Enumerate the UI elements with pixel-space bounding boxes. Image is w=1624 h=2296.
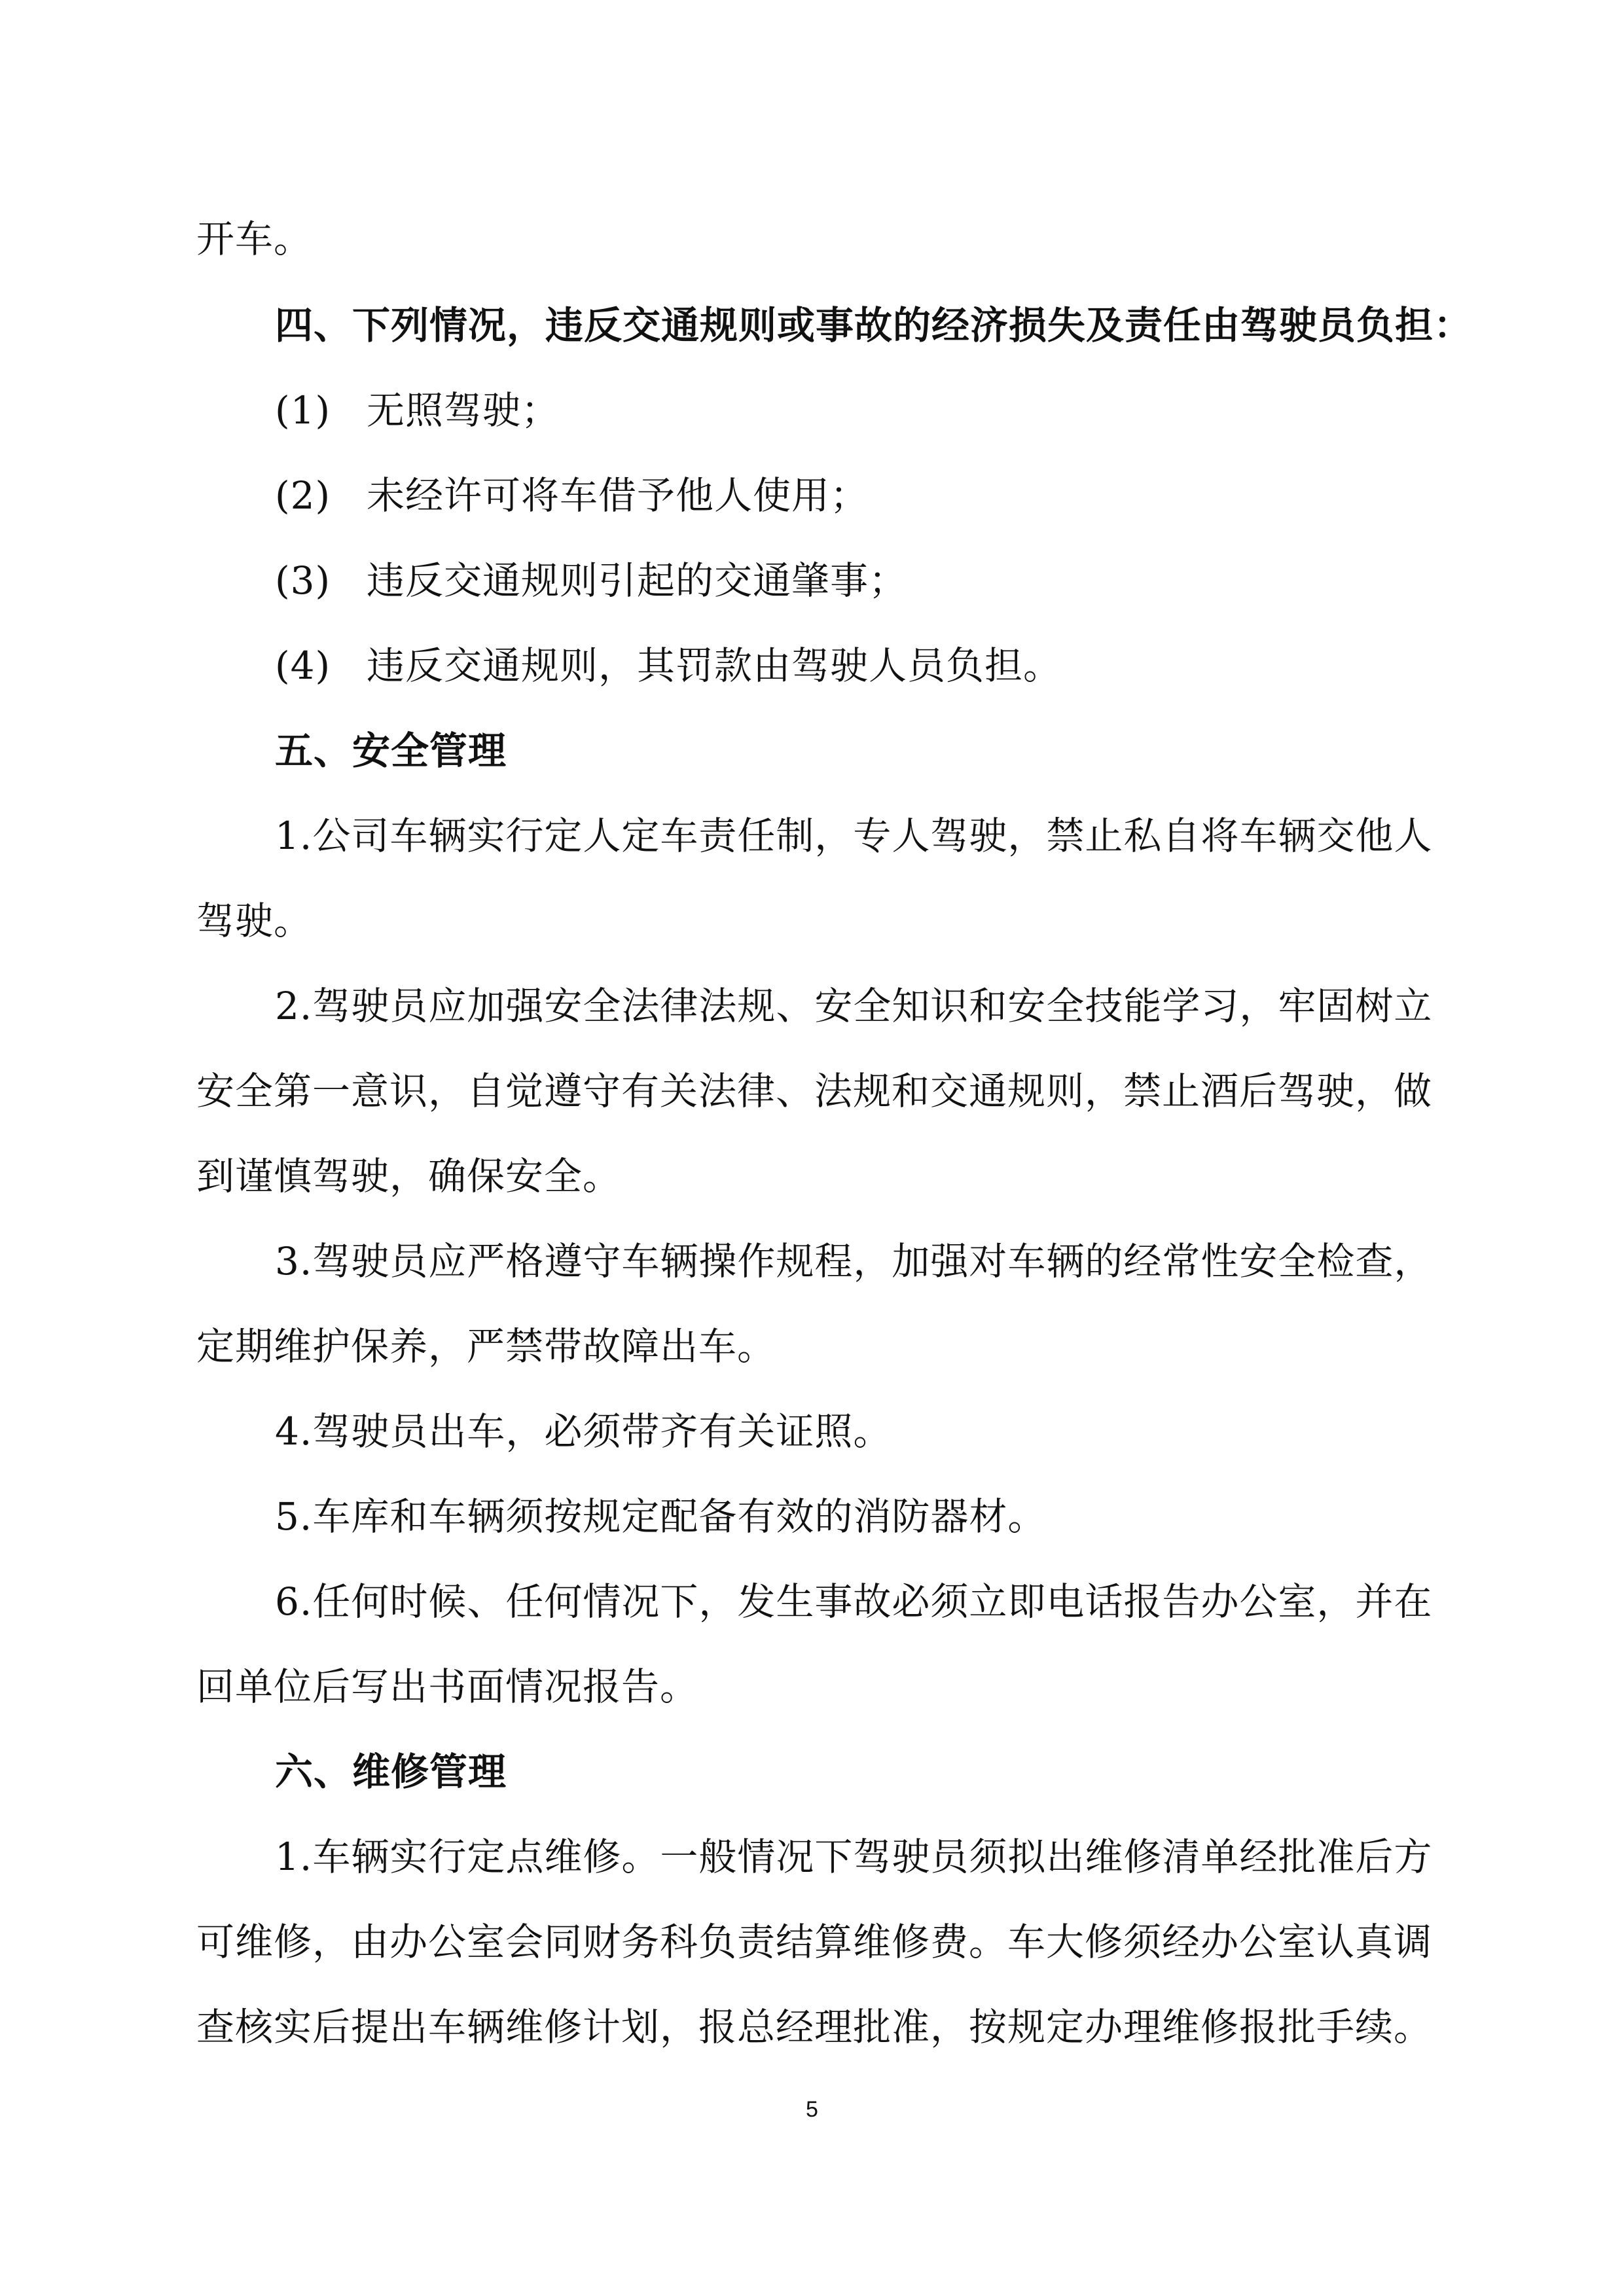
section-heading-4: 四、下列情况，违反交通规则或事故的经济损失及责任由驾驶员负担： [275, 303, 1473, 348]
section-heading-6: 六、维修管理 [275, 1749, 507, 1794]
list-text: 无照驾驶； [367, 388, 560, 433]
list-item-3 [275, 558, 1519, 603]
paragraph-6-1-line-2: 可维修，由办公室会同财务科负责结算维修费。车大修须经办公室认真调 [196, 1920, 1433, 1964]
paragraph-continuation: 开车。 [196, 217, 313, 261]
section-heading-5: 五、安全管理 [275, 728, 507, 773]
list-number: (1) [275, 388, 331, 433]
paragraph-5-1-line-2: 驾驶。 [196, 899, 313, 943]
paragraph-6-1-line-1: 1.车辆实行定点维修。一般情况下驾驶员须拟出维修清单经批准后方 [275, 1835, 1433, 1879]
page-number: 5 [806, 2097, 818, 2122]
paragraph-5-3-line-1: 3.驾驶员应严格遵守车辆操作规程，加强对车辆的经常性安全检查， [275, 1239, 1433, 1283]
paragraph-5-6-line-2: 回单位后写出书面情况报告。 [196, 1664, 699, 1709]
list-item-4 [275, 643, 1519, 689]
list-number: (2) [275, 473, 331, 518]
paragraph-6-1-line-3: 查核实后提出车辆维修计划，报总经理批准，按规定办理维修报批手续。 [196, 2005, 1433, 2049]
list-number: (3) [275, 558, 331, 603]
paragraph-5-1-line-1: 1.公司车辆实行定人定车责任制，专人驾驶，禁止私自将车辆交他人 [275, 814, 1433, 858]
paragraph-5-4: 4.驾驶员出车，必须带齐有关证照。 [275, 1409, 892, 1454]
paragraph-5-5: 5.车库和车辆须按规定配备有效的消防器材。 [275, 1494, 1047, 1539]
paragraph-5-2-line-1: 2.驾驶员应加强安全法律法规、安全知识和安全技能学习，牢固树立 [275, 984, 1433, 1028]
paragraph-5-2-line-2: 安全第一意识，自觉遵守有关法律、法规和交通规则，禁止酒后驾驶，做 [196, 1069, 1433, 1113]
paragraph-5-2-line-3: 到谨慎驾驶，确保安全。 [196, 1154, 622, 1198]
list-text: 违反交通规则引起的交通肇事； [367, 558, 908, 603]
paragraph-5-3-line-2: 定期维护保养，严禁带故障出车。 [196, 1324, 776, 1369]
paragraph-5-6-line-1: 6.任何时候、任何情况下，发生事故必须立即电话报告办公室，并在 [275, 1579, 1433, 1624]
list-item-1 [275, 387, 1519, 433]
list-text: 违反交通规则，其罚款由驾驶人员负担。 [367, 643, 1062, 688]
list-item-2 [275, 473, 1519, 518]
list-number: (4) [275, 643, 331, 688]
list-text: 未经许可将车借予他人使用； [367, 473, 869, 518]
